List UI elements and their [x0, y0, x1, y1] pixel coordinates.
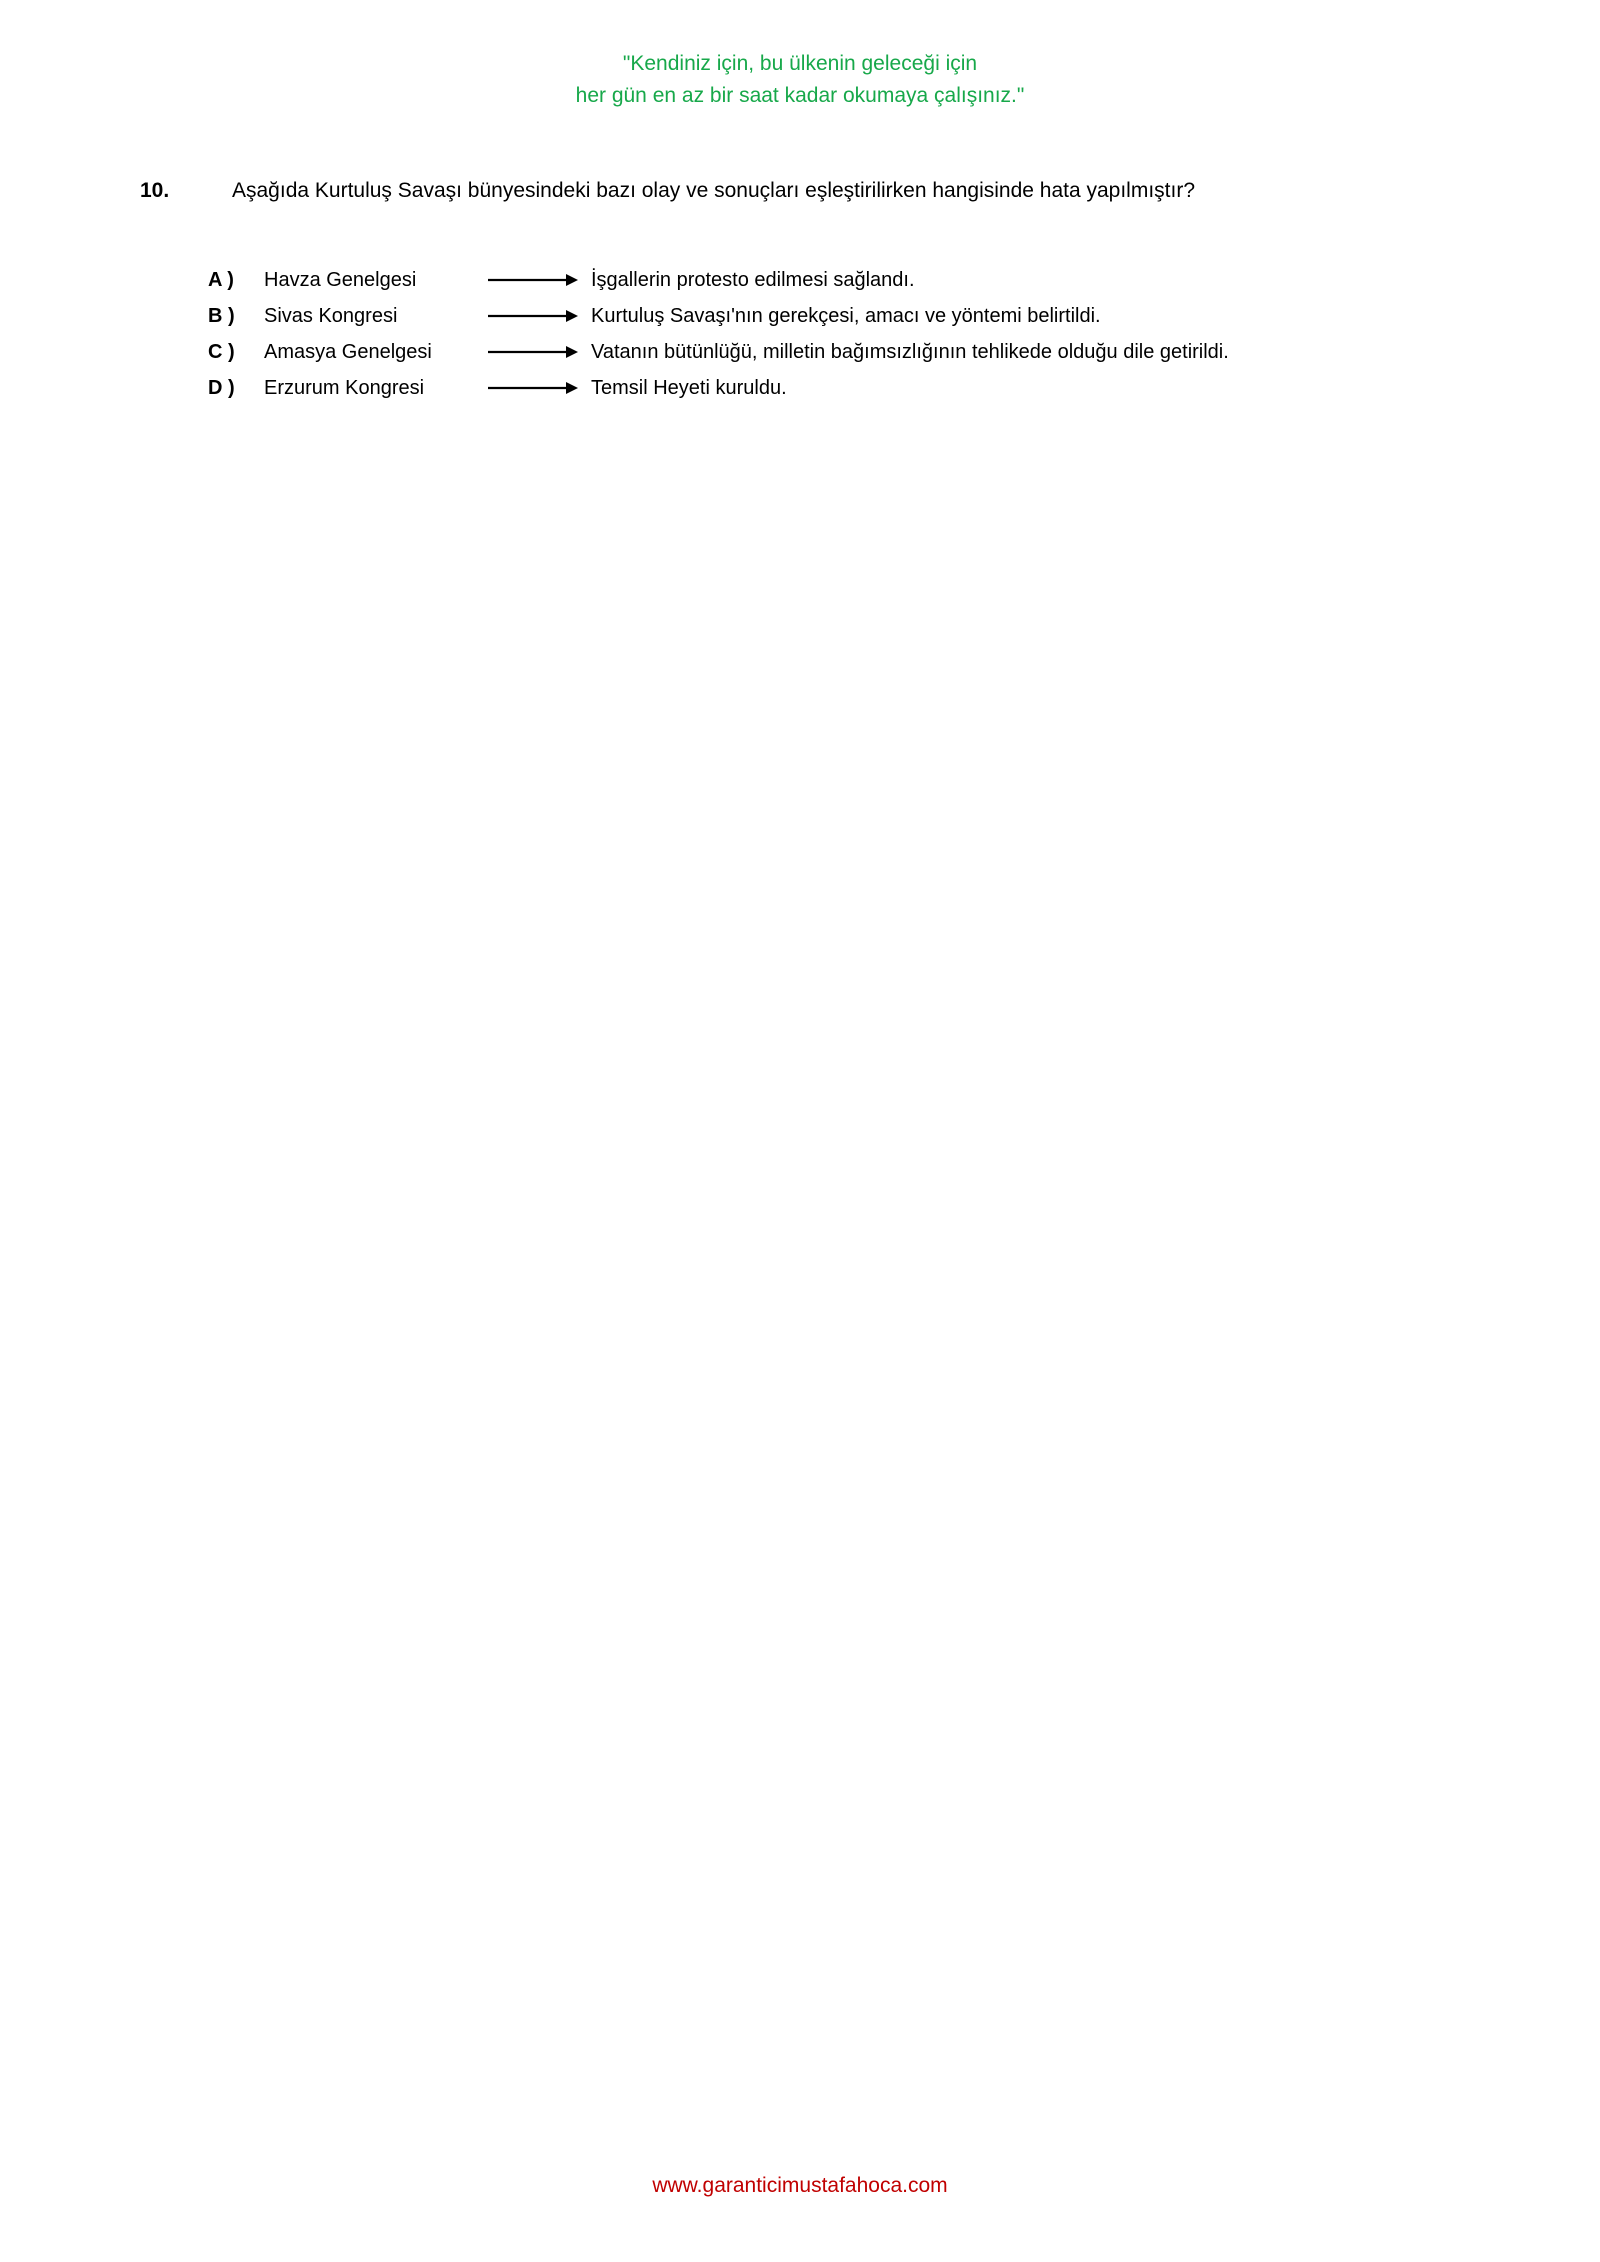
option-right-term: İşgallerin protesto edilmesi sağlandı. — [591, 269, 915, 291]
option-letter: C ) — [208, 341, 235, 363]
option-left-term: Amasya Genelgesi — [264, 341, 432, 363]
option-letter: D ) — [208, 377, 235, 399]
right-arrow-icon — [486, 337, 591, 367]
question-block — [140, 175, 1460, 206]
right-arrow-icon — [486, 373, 591, 403]
question-text: Aşağıda Kurtuluş Savaşı bünyesindeki bazı olay ve sonuçları eşleştirilirken hangisinde hata yapılmıştır? — [232, 179, 1196, 202]
options-list — [208, 265, 1508, 409]
option-left-term: Sivas Kongresi — [264, 305, 398, 327]
option-right-term: Vatanın bütünlüğü, milletin bağımsızlığının tehlikede olduğu dile getirildi. — [591, 341, 1229, 363]
option-row[interactable] — [208, 301, 1508, 331]
option-letter: A ) — [208, 269, 234, 291]
option-left-term: Havza Genelgesi — [264, 269, 417, 291]
question-row — [140, 175, 1460, 206]
header-quote-line-2: her gün en az bir saat kadar okumaya çalışınız." — [575, 84, 1025, 107]
header-quote-line-1: "Kendiniz için, bu ülkenin geleceği için — [622, 52, 978, 75]
option-right-term: Temsil Heyeti kuruldu. — [591, 377, 787, 399]
option-right-term: Kurtuluş Savaşı'nın gerekçesi, amacı ve yöntemi belirtildi. — [591, 305, 1101, 327]
footer-website[interactable]: www.garanticimustafahoca.com — [652, 2174, 948, 2197]
option-letter: B ) — [208, 305, 235, 327]
right-arrow-icon — [486, 265, 591, 295]
option-row[interactable] — [208, 265, 1508, 295]
header-quote — [0, 48, 1600, 112]
right-arrow-icon — [486, 301, 591, 331]
option-row[interactable] — [208, 337, 1508, 367]
question-number: 10. — [140, 179, 170, 202]
option-left-term: Erzurum Kongresi — [264, 377, 425, 399]
option-row[interactable] — [208, 373, 1508, 403]
